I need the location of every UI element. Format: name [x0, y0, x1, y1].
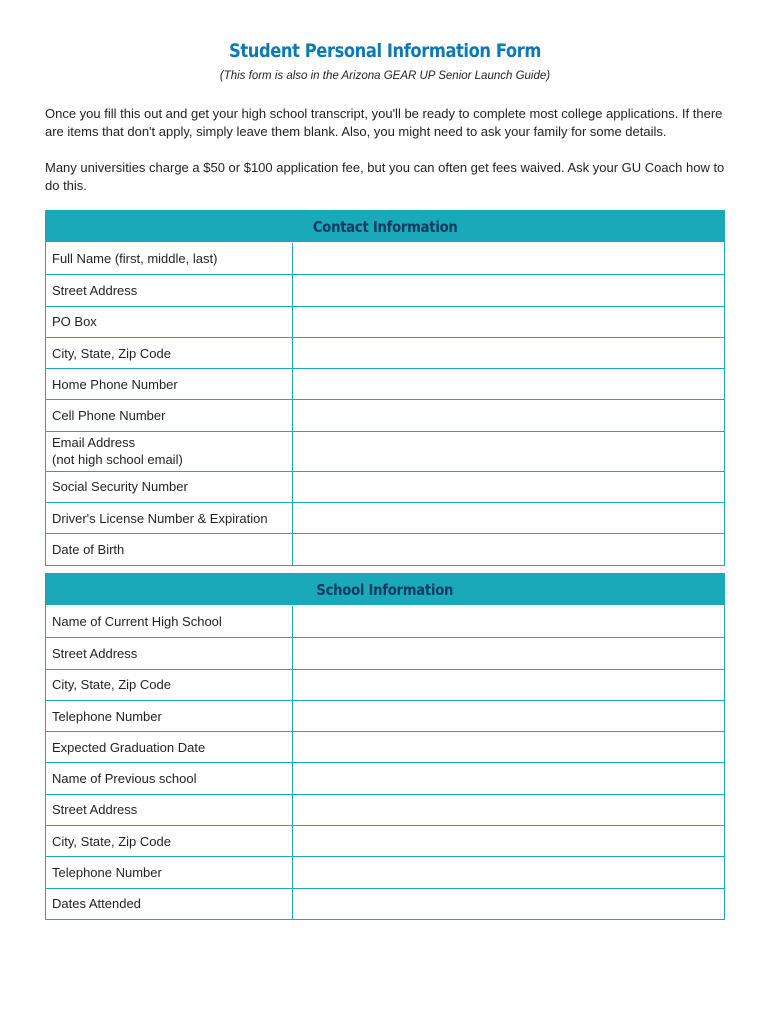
- table-row: [46, 368, 724, 399]
- table-row: [46, 306, 724, 337]
- school-street-address-field[interactable]: [293, 638, 724, 668]
- field-label: Driver's License Number & Expiration: [46, 503, 293, 533]
- cell-phone-field[interactable]: [293, 400, 724, 430]
- date-of-birth-field[interactable]: [293, 534, 724, 564]
- field-label: Name of Previous school: [46, 763, 293, 793]
- field-label: [46, 432, 293, 471]
- table-row: [46, 471, 724, 502]
- school-section-title: School Information: [316, 580, 454, 599]
- email-field[interactable]: [293, 432, 724, 471]
- field-label: Street Address: [46, 638, 293, 668]
- page-title: Student Personal Information Form: [229, 40, 541, 62]
- table-row: [46, 533, 724, 564]
- current-high-school-field[interactable]: [293, 606, 724, 637]
- field-label: PO Box: [46, 307, 293, 337]
- table-row: [46, 825, 724, 856]
- table-row: [46, 637, 724, 668]
- table-row: [46, 856, 724, 887]
- field-label: Dates Attended: [46, 889, 293, 919]
- school-telephone-field[interactable]: [293, 701, 724, 731]
- intro-paragraph: Once you fill this out and get your high school transcript, you'll be ready to complete most college applications. If there are items that don't apply, simply leave them blank. Also, you might need to ask your family for some details.: [45, 106, 723, 139]
- drivers-license-field[interactable]: [293, 503, 724, 533]
- page-subtitle: (This form is also in the Arizona GEAR UP Senior Launch Guide): [219, 70, 551, 82]
- field-label: Street Address: [46, 795, 293, 825]
- table-row: [46, 502, 724, 533]
- previous-school-field[interactable]: [293, 763, 724, 793]
- contact-section-title: Contact Information: [312, 217, 458, 236]
- home-phone-field[interactable]: [293, 369, 724, 399]
- field-label: Street Address: [46, 275, 293, 305]
- po-box-field[interactable]: [293, 307, 724, 337]
- table-row: [46, 762, 724, 793]
- city-state-zip-field[interactable]: [293, 338, 724, 368]
- table-row: [46, 794, 724, 825]
- school-information-table: [45, 573, 725, 920]
- table-row: [46, 731, 724, 762]
- field-label: City, State, Zip Code: [46, 338, 293, 368]
- table-row: [46, 700, 724, 731]
- table-row: [46, 337, 724, 368]
- school-section-header: [46, 574, 724, 606]
- field-label: City, State, Zip Code: [46, 670, 293, 700]
- field-label: Expected Graduation Date: [46, 732, 293, 762]
- table-row: [46, 274, 724, 305]
- table-row: [46, 399, 724, 430]
- ssn-field[interactable]: [293, 472, 724, 502]
- school-city-state-zip-field[interactable]: [293, 670, 724, 700]
- table-row: [46, 243, 724, 274]
- field-label: Cell Phone Number: [46, 400, 293, 430]
- table-row: [46, 669, 724, 700]
- field-label: Full Name (first, middle, last): [46, 243, 293, 274]
- dates-attended-field[interactable]: [293, 889, 724, 919]
- previous-school-telephone-field[interactable]: [293, 857, 724, 887]
- full-name-field[interactable]: [293, 243, 724, 274]
- field-label: Home Phone Number: [46, 369, 293, 399]
- field-label: Telephone Number: [46, 857, 293, 887]
- contact-information-table: [45, 210, 725, 566]
- field-label-line: Email Address: [52, 435, 136, 451]
- field-label: Date of Birth: [46, 534, 293, 564]
- graduation-date-field[interactable]: [293, 732, 724, 762]
- field-label-note: (not high school email): [52, 452, 183, 468]
- table-row: [46, 606, 724, 637]
- field-label: City, State, Zip Code: [46, 826, 293, 856]
- previous-school-street-address-field[interactable]: [293, 795, 724, 825]
- street-address-field[interactable]: [293, 275, 724, 305]
- previous-school-city-state-zip-field[interactable]: [293, 826, 724, 856]
- fee-paragraph: Many universities charge a $50 or $100 application fee, but you can often get fees waived. Ask your GU Coach how to do this.: [45, 160, 725, 193]
- table-row: [46, 888, 724, 919]
- field-label: Social Security Number: [46, 472, 293, 502]
- field-label: Name of Current High School: [46, 606, 293, 637]
- field-label: Telephone Number: [46, 701, 293, 731]
- table-row: [46, 431, 724, 471]
- contact-section-header: [46, 211, 724, 243]
